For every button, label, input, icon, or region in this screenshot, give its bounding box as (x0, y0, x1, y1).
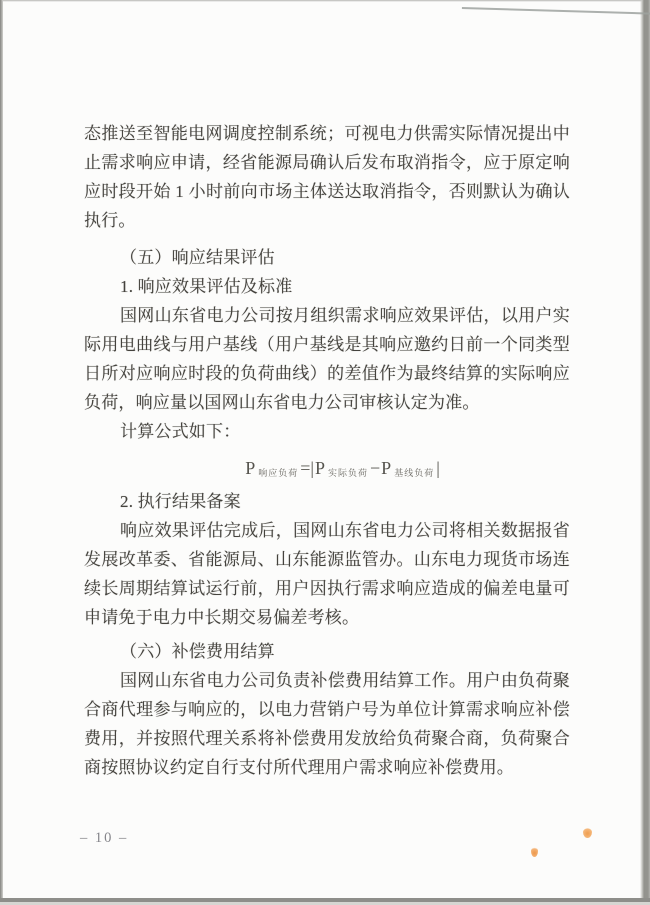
text-line: 国网山东省电力公司负责补偿费用结算工作。用户由负荷聚 (120, 671, 570, 690)
text-line: 商按照协议约定自行支付所代理用户需求响应补偿费用。 (84, 758, 514, 777)
section-heading-6: （六）补偿费用结算 (120, 642, 275, 661)
text-line: 费用，并按照代理关系将补偿费用发放给负荷聚合商，负荷聚合 (84, 729, 570, 748)
text-line: 计算公式如下： (120, 422, 241, 441)
response-load-formula (84, 454, 570, 483)
text-line: 态推送至智能电网调度控制系统；可视电力供需实际情况提出中 (84, 124, 570, 143)
text-line: 执行。 (84, 211, 136, 230)
scan-edge-right (640, 0, 650, 905)
document-body (84, 119, 570, 782)
scan-edge-left (0, 0, 3, 905)
scan-edge-top (0, 0, 650, 2)
text-line: 响应效果评估完成后，国网山东省电力公司将相关数据报省 (120, 521, 570, 540)
text-line: 止需求响应申请，经省能源局确认后发布取消指令，应于原定响 (84, 153, 570, 172)
formula-minus: − (370, 458, 381, 478)
orange-stain-mark (531, 847, 538, 857)
formula-subscript: 实际负荷 (328, 468, 369, 478)
formula-subscript: 响应负荷 (258, 468, 299, 478)
subsection-heading-2: 2. 执行结果备案 (120, 492, 241, 511)
text-line: 日所对应响应时段的负荷曲线）的差值作为最终结算的实际响应 (84, 364, 570, 383)
formula-close-bar: | (436, 458, 440, 478)
text-line: 发展改革委、省能源局、山东能源监管办。山东电力现货市场连 (84, 550, 570, 569)
subsection-heading-1: 1. 响应效果评估及标准 (120, 277, 293, 296)
text-line: 合商代理参与响应的，以电力营销户号为单位计算需求响应补偿 (84, 700, 570, 719)
text-line: 负荷，响应量以国网山东省电力公司审核认定为准。 (84, 393, 480, 412)
formula-p-base: P (314, 458, 325, 478)
orange-stain-mark (583, 828, 592, 838)
formula-subscript: 基线负荷 (394, 468, 435, 478)
section-heading-5: （五）响应结果评估 (120, 248, 275, 267)
formula-p-base: P (381, 458, 392, 478)
text-line: 应时段开始 1 小时前向市场主体送达取消指令，否则默认为确认 (84, 182, 570, 201)
text-line: 际用电曲线与用户基线（用户基线是其响应邀约日前一个同类型 (84, 335, 570, 354)
text-line: 续长周期结算试运行前，用户因执行需求响应造成的偏差电量可 (84, 579, 570, 598)
page-curl-line (462, 1, 650, 15)
formula-p-base: P (245, 458, 256, 478)
text-line: 国网山东省电力公司按月组织需求响应效果评估，以用户实 (120, 306, 570, 325)
page-number: – 10 – (80, 830, 129, 846)
formula-equals-bar: =| (300, 458, 314, 478)
text-line: 申请免于电力中长期交易偏差考核。 (84, 608, 360, 627)
